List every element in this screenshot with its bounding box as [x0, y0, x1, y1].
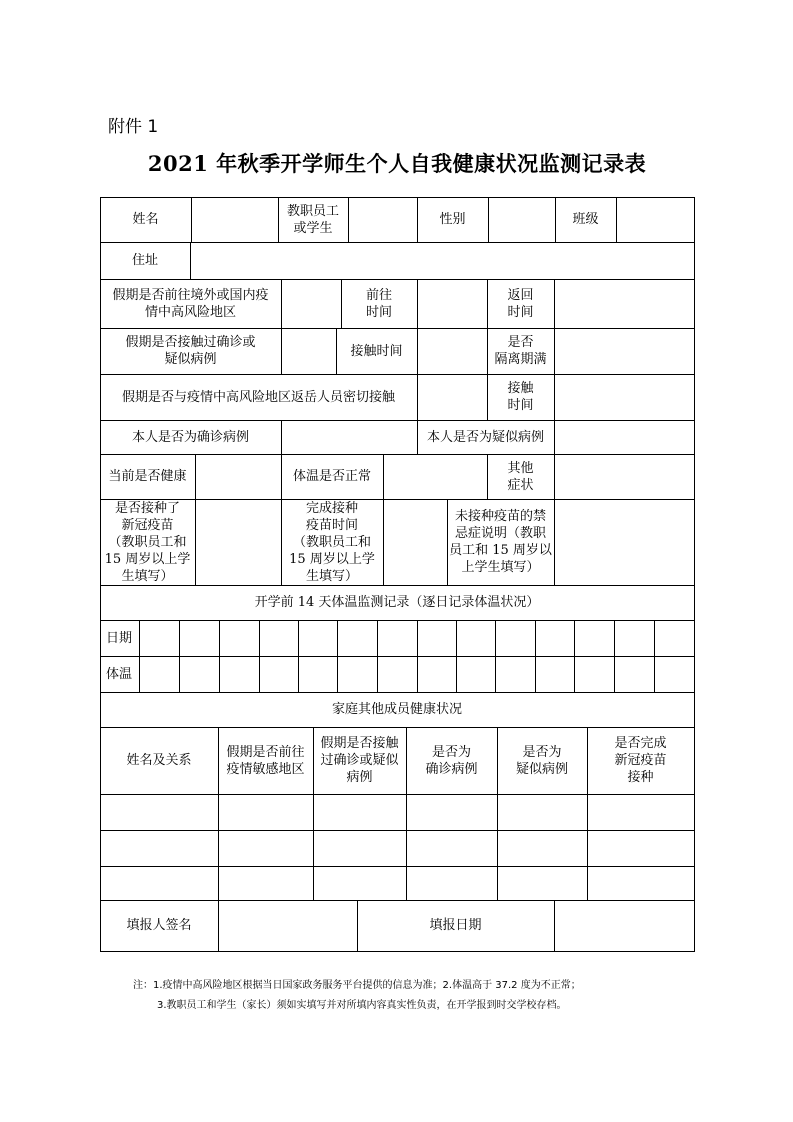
date-cell-13[interactable]: [615, 621, 654, 656]
family-row-3-contact-case[interactable]: [314, 867, 406, 900]
vaccinated-label: 是否接种了 新冠疫苗 （教职员工和 15 周岁以上学 生填写）: [104, 500, 191, 584]
temperature-cell-5[interactable]: [299, 657, 337, 692]
temperature-cell-12[interactable]: [575, 657, 614, 692]
family-header-contact-case: 假期是否接触 过确诊或疑似 病例: [320, 736, 399, 785]
return-time-field[interactable]: [555, 280, 694, 328]
family-row-1-vaccine-complete[interactable]: [588, 795, 694, 830]
date-cell-2[interactable]: [180, 621, 219, 656]
gender-label: 性别: [439, 212, 466, 227]
signature-label: 填报人签名: [126, 918, 192, 933]
temperature-cell-3[interactable]: [220, 657, 259, 692]
date-cell-1[interactable]: [140, 621, 179, 656]
close-contact-time-label: 接触 时间: [507, 381, 534, 413]
family-row-2-contact-case[interactable]: [314, 831, 406, 866]
name-label: 姓名: [132, 212, 159, 227]
fill-date-label: 填报日期: [429, 918, 482, 933]
temperature-cell-9[interactable]: [457, 657, 495, 692]
self-suspected-field[interactable]: [555, 421, 694, 454]
date-row-label: 日期: [106, 630, 133, 646]
table-row-rule-17: [100, 951, 695, 952]
quarantine-complete-label: 是否 隔离期满: [494, 335, 547, 367]
date-cell-6[interactable]: [338, 621, 377, 656]
return-time-label: 返回 时间: [507, 287, 534, 320]
contact-time-label: 接触时间: [350, 343, 403, 359]
note-line-1: 注：1.疫情中高风险地区根据当日国家政务服务平台提供的信息为准；2.体温高于 37.2 度为不正常；: [133, 980, 581, 991]
travel-time-label: 前往 时间: [365, 287, 392, 320]
family-header-suspected-case: 是否为 疑似病例: [515, 744, 568, 777]
table-border-right: [694, 197, 695, 952]
family-row-2-suspected-case[interactable]: [498, 831, 587, 866]
temperature-cell-8[interactable]: [418, 657, 456, 692]
date-cell-8[interactable]: [418, 621, 456, 656]
temp-normal-field[interactable]: [384, 455, 487, 499]
healthy-label: 当前是否健康: [108, 469, 187, 484]
other-symptoms-field[interactable]: [555, 455, 694, 499]
travel-time-field[interactable]: [418, 280, 487, 328]
other-symptoms-label: 其他 症状: [507, 460, 534, 493]
self-suspected-label: 本人是否为疑似病例: [426, 429, 544, 445]
date-cell-4[interactable]: [260, 621, 298, 656]
contact-time-field[interactable]: [418, 329, 487, 374]
temperature-cell-1[interactable]: [140, 657, 179, 692]
temperature-cell-6[interactable]: [338, 657, 377, 692]
form-title: 2021 年秋季开学师生个人自我健康状况监测记录表: [147, 151, 647, 176]
date-cell-14[interactable]: [655, 621, 694, 656]
note-line-2: 3.教职员工和学生（家长）须如实填写并对所填内容真实性负责，在开学报到时交学校存档。: [157, 1000, 567, 1011]
family-row-2-travel-sensitive-area[interactable]: [219, 831, 313, 866]
temperature-cell-11[interactable]: [536, 657, 574, 692]
temp-record-title: 开学前 14 天体温监测记录（逐日记录体温状况）: [254, 595, 540, 610]
temperature-cell-10[interactable]: [496, 657, 535, 692]
attachment-label: 附件 1: [108, 117, 159, 137]
temperature-cell-2[interactable]: [180, 657, 219, 692]
family-row-1-contact-case[interactable]: [314, 795, 406, 830]
contact-case-label: 假期是否接触过确诊或 疑似病例: [125, 335, 256, 367]
family-header-name-relation: 姓名及关系: [126, 753, 192, 768]
family-row-3-suspected-case[interactable]: [498, 867, 587, 900]
temperature-cell-14[interactable]: [655, 657, 694, 692]
address-label: 住址: [131, 253, 158, 268]
signature-field[interactable]: [219, 901, 357, 951]
date-cell-11[interactable]: [536, 621, 574, 656]
family-row-3-vaccine-complete[interactable]: [588, 867, 694, 900]
vaccinated-field[interactable]: [196, 500, 281, 585]
self-confirmed-field[interactable]: [282, 421, 417, 454]
fill-date-field[interactable]: [555, 901, 694, 951]
role-field[interactable]: [349, 198, 417, 242]
temperature-cell-7[interactable]: [378, 657, 417, 692]
family-row-2-name-relation[interactable]: [101, 831, 218, 866]
vaccine-time-field[interactable]: [384, 500, 447, 585]
family-row-2-confirmed-case[interactable]: [407, 831, 497, 866]
family-header-travel-sensitive-area: 假期是否前往 疫情敏感地区: [226, 744, 305, 777]
family-row-3-travel-sensitive-area[interactable]: [219, 867, 313, 900]
class-field[interactable]: [617, 198, 694, 242]
family-row-1-suspected-case[interactable]: [498, 795, 587, 830]
name-field[interactable]: [192, 198, 278, 242]
temp-normal-label: 体温是否正常: [292, 469, 371, 484]
date-cell-12[interactable]: [575, 621, 614, 656]
quarantine-complete-field[interactable]: [555, 329, 694, 374]
travel-risk-area-field[interactable]: [282, 280, 341, 328]
date-cell-10[interactable]: [496, 621, 535, 656]
contact-case-field[interactable]: [282, 329, 336, 374]
family-row-1-name-relation[interactable]: [101, 795, 218, 830]
class-label: 班级: [572, 212, 599, 227]
contraindication-label: 未接种疫苗的禁 忌症说明（教职 员工和 15 周岁以 上学生填写）: [449, 509, 552, 575]
family-row-2-vaccine-complete[interactable]: [588, 831, 694, 866]
family-row-1-confirmed-case[interactable]: [407, 795, 497, 830]
temperature-cell-13[interactable]: [615, 657, 654, 692]
close-contact-time-field[interactable]: [555, 375, 694, 420]
close-contact-label: 假期是否与疫情中高风险地区返岳人员密切接触: [121, 389, 395, 405]
family-header-confirmed-case: 是否为 确诊病例: [425, 744, 478, 777]
family-row-1-travel-sensitive-area[interactable]: [219, 795, 313, 830]
temperature-cell-4[interactable]: [260, 657, 298, 692]
family-row-3-confirmed-case[interactable]: [407, 867, 497, 900]
family-header-vaccine-complete: 是否完成 新冠疫苗 接种: [614, 736, 667, 785]
temperature-row-label: 体温: [106, 666, 133, 682]
address-field[interactable]: [191, 243, 694, 279]
role-label: 教职员工 或学生: [286, 203, 339, 236]
date-cell-5[interactable]: [299, 621, 337, 656]
vaccine-time-label: 完成接种 疫苗时间 （教职员工和 15 周岁以上学 生填写）: [289, 500, 375, 584]
gender-field[interactable]: [489, 198, 555, 242]
healthy-field[interactable]: [196, 455, 281, 499]
family-row-3-name-relation[interactable]: [101, 867, 218, 900]
self-confirmed-label: 本人是否为确诊病例: [131, 429, 249, 445]
date-cell-9[interactable]: [457, 621, 495, 656]
close-contact-field[interactable]: [418, 375, 487, 420]
contraindication-field[interactable]: [555, 500, 694, 585]
date-cell-3[interactable]: [220, 621, 259, 656]
date-cell-7[interactable]: [378, 621, 417, 656]
family-health-title: 家庭其他成员健康状况: [331, 702, 462, 717]
travel-risk-area-label: 假期是否前往境外或国内疫 情中高风险地区: [112, 287, 269, 320]
